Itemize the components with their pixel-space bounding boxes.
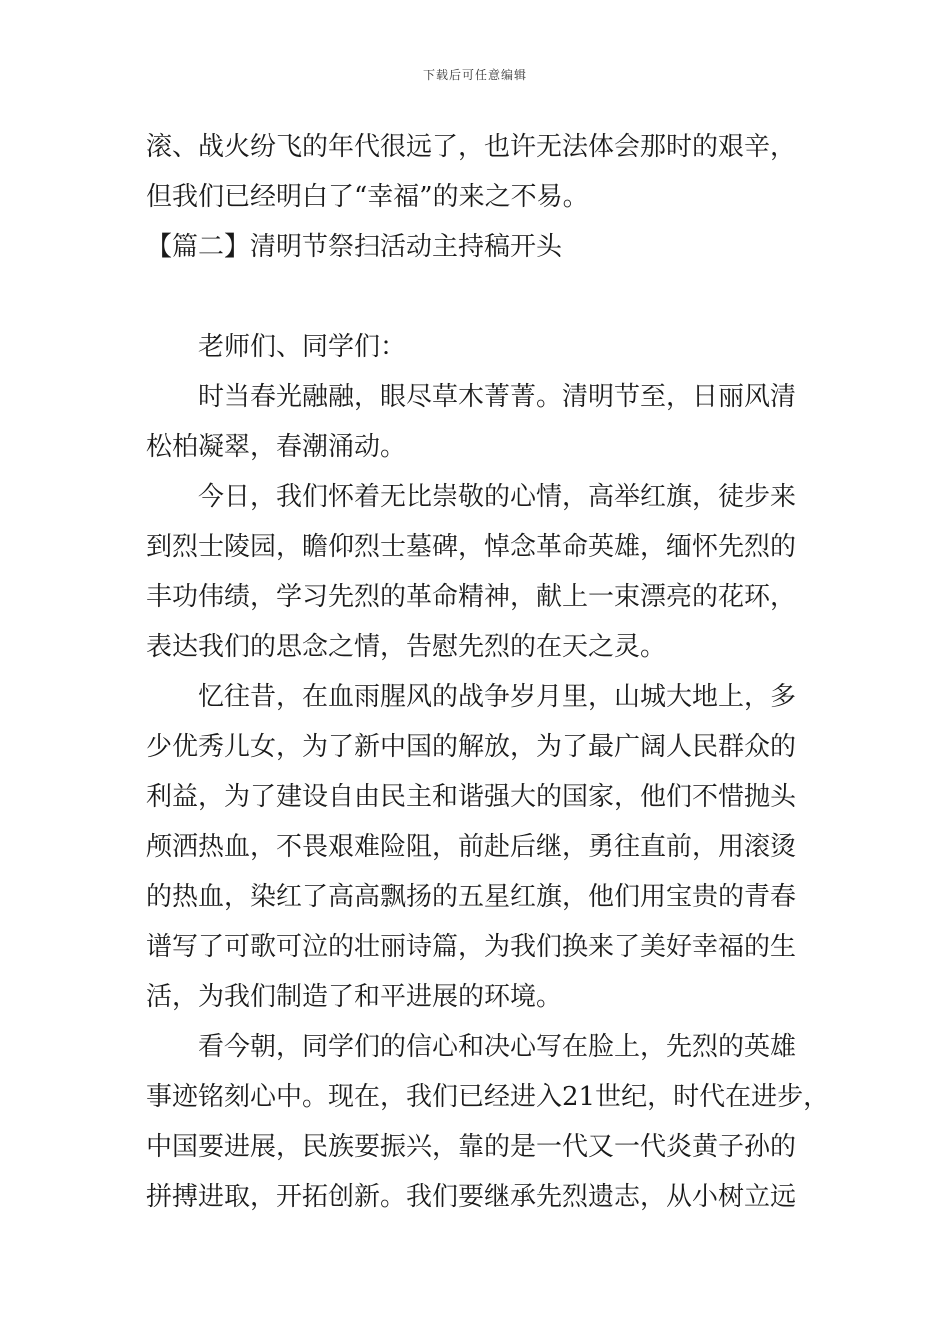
body-line: 时当春光融融，眼尽草木菁菁。清明节至，日丽风清 xyxy=(198,382,797,412)
body-line: 到烈士陵园，瞻仰烈士墓碑，悼念革命英雄，缅怀先烈的 xyxy=(146,532,797,562)
greeting: 老师们、同学们： xyxy=(198,332,407,362)
body-line: 颅洒热血，不畏艰难险阻，前赴后继，勇往直前，用滚烫 xyxy=(146,832,797,862)
body-line: 滚、战火纷飞的年代很远了，也许无法体会那时的艰辛， xyxy=(146,132,797,162)
body-line: 事迹铭刻心中。现在，我们已经进入21世纪，时代在进步， xyxy=(146,1082,830,1112)
body-line: 表达我们的思念之情，告慰先烈的在天之灵。 xyxy=(146,632,667,662)
body-line: 中国要进展，民族要振兴，靠的是一代又一代炎黄子孙的 xyxy=(146,1132,797,1162)
blank-line xyxy=(146,272,826,322)
body-line: 拼搏进取，开拓创新。我们要继承先烈遗志，从小树立远 xyxy=(146,1182,797,1212)
body-line: 看今朝，同学们的信心和决心写在脸上，先烈的英雄 xyxy=(198,1032,797,1062)
paragraph-3 xyxy=(146,672,826,1022)
body-line: 今日，我们怀着无比崇敬的心情，高举红旗，徒步来 xyxy=(198,482,797,512)
body-line: 丰功伟绩，学习先烈的革命精神，献上一束漂亮的花环， xyxy=(146,582,797,612)
section-title: 【篇二】清明节祭扫活动主持稿开头 xyxy=(146,232,563,262)
body-line: 但我们已经明白了“幸福”的来之不易。 xyxy=(146,182,589,212)
body-line: 利益，为了建设自由民主和谐强大的国家，他们不惜抛头 xyxy=(146,782,797,812)
body-line: 谱写了可歌可泣的壮丽诗篇，为我们换来了美好幸福的生 xyxy=(146,932,797,962)
body-line: 松柏凝翠，春潮涌动。 xyxy=(146,432,407,462)
body-line: 忆往昔，在血雨腥风的战争岁月里，山城大地上，多 xyxy=(198,682,797,712)
paragraph-4 xyxy=(146,1022,830,1222)
body-line: 少优秀儿女，为了新中国的解放，为了最广阔人民群众的 xyxy=(146,732,797,762)
paragraph-2 xyxy=(146,472,826,672)
page-header: 下载后可任意编辑 xyxy=(422,68,527,82)
document-body xyxy=(146,122,830,1222)
body-line: 的热血，染红了高高飘扬的五星红旗，他们用宝贵的青春 xyxy=(146,882,797,912)
body-line: 活，为我们制造了和平进展的环境。 xyxy=(146,982,563,1012)
paragraph-1 xyxy=(146,372,826,472)
